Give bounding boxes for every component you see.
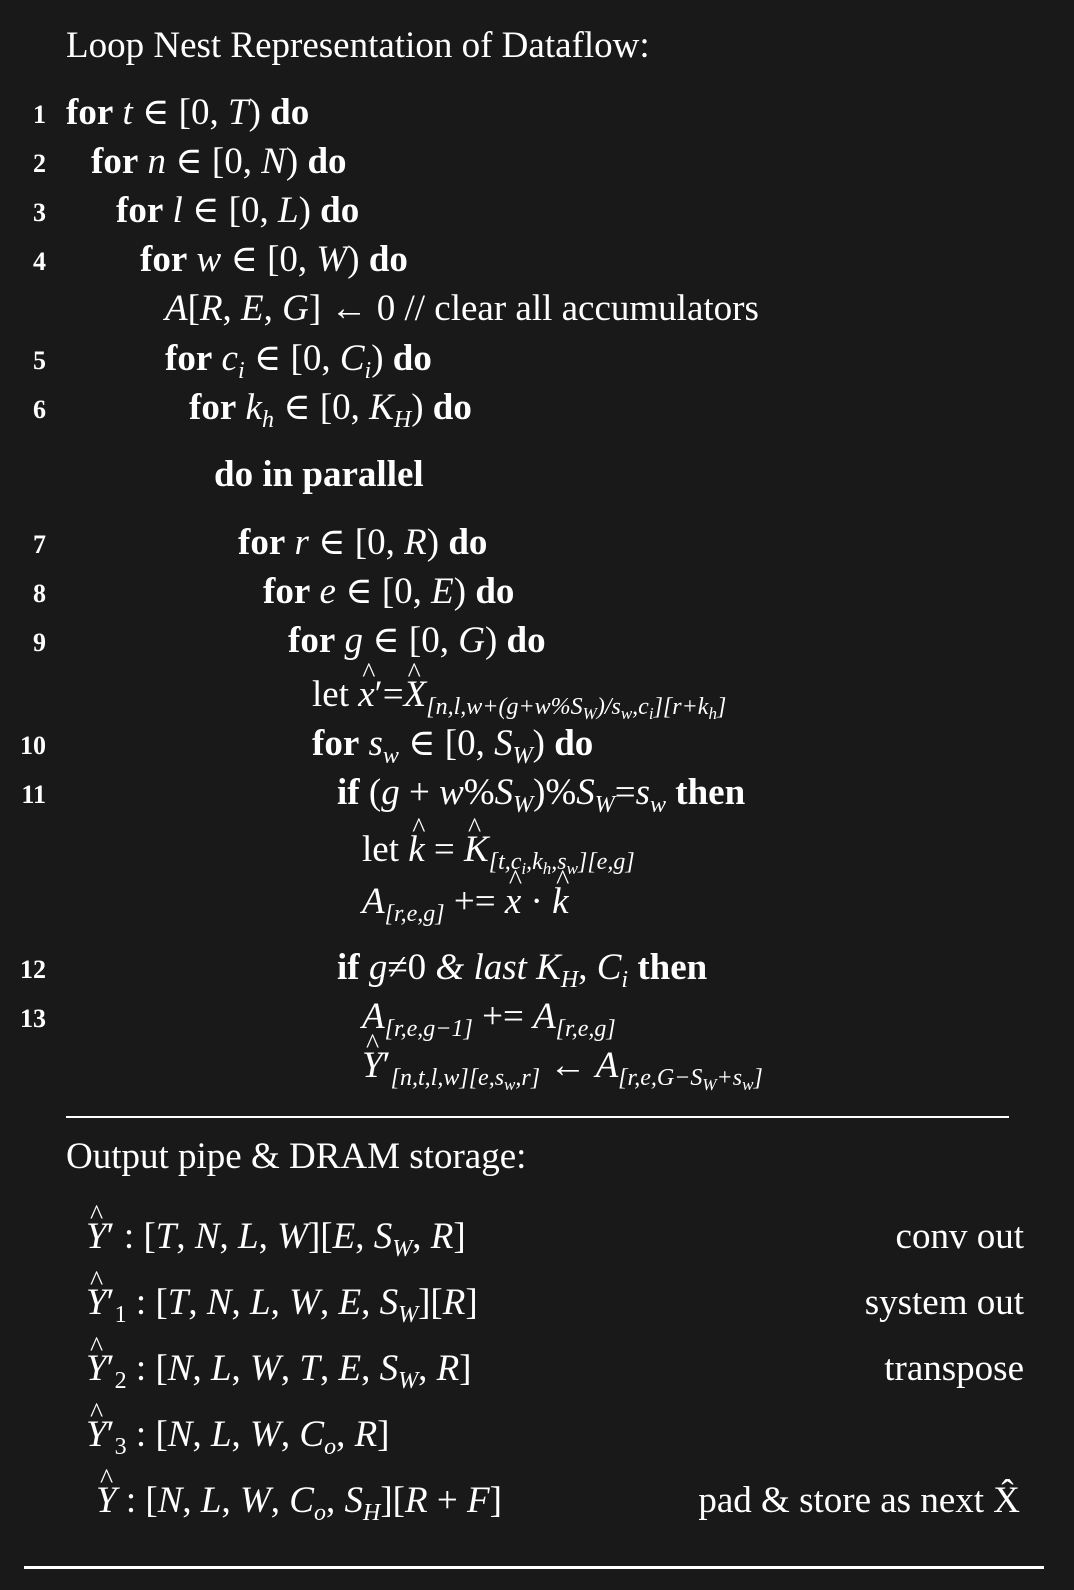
output-row-system: ^ $Y'_1$ : [T, N, L, W, E, $S_W][R]$ bbox=[86, 1284, 478, 1321]
keyword-do: do bbox=[307, 141, 347, 182]
line-number-3: 3 bbox=[33, 198, 46, 227]
keyword-let: let bbox=[362, 829, 399, 870]
let-k-line: let ^ k = ^ $K_{[t,c_i,k_h,s_w][e,g]}$ bbox=[362, 831, 635, 869]
keyword-if: if bbox=[337, 947, 360, 988]
loop-line-10: for $s_w$ ∈ [0, $S_W$) do bbox=[312, 723, 594, 769]
loop-line-4: for w ∈ [0, W) do bbox=[140, 239, 408, 280]
keyword-do: do bbox=[320, 190, 360, 231]
keyword-for: for bbox=[165, 338, 213, 379]
let-x-line: let ^ x′=^ $X_{[n,l,w+(g+w\%S_W)/s_w,c_i][r+k_h]}$ bbox=[312, 676, 726, 714]
loop-line-2: for n ∈ [0, N) do bbox=[91, 141, 347, 182]
output-assign-line: ^ $Y'_{[n,t,l,w][e,s_w,r]}$ ← $A_{[r,e,G-S_W+s_w]}$ bbox=[362, 1047, 763, 1085]
line-number-4: 4 bbox=[33, 247, 46, 276]
reduce-line-13: $A_{[r,e,g-1]} += A_{[r,e,g]}$ bbox=[362, 996, 616, 1042]
output-row-transpose: ^ $Y'_2$ : [N, L, W, T, E, $S_W$, R] bbox=[86, 1350, 472, 1387]
parallel-block-header bbox=[214, 456, 424, 493]
keyword-for: for bbox=[263, 571, 311, 612]
keyword-then: then bbox=[637, 947, 708, 988]
keyword-if: if bbox=[337, 772, 360, 813]
line-number-8: 8 bbox=[33, 579, 46, 608]
keyword-last: last bbox=[473, 947, 527, 988]
line-number-13: 13 bbox=[20, 1004, 46, 1033]
loop-line-5: for $c_i$ ∈ [0, $C_i$) do bbox=[165, 338, 432, 384]
output-label-conv: conv out bbox=[895, 1216, 1024, 1257]
keyword-for: for bbox=[116, 190, 164, 231]
keyword-for: for bbox=[189, 387, 237, 428]
keyword-then: then bbox=[675, 772, 746, 813]
keyword-do: do bbox=[368, 239, 408, 280]
keyword-for: for bbox=[238, 522, 286, 563]
keyword-for: for bbox=[288, 620, 336, 661]
keyword-for: for bbox=[66, 92, 114, 133]
if-line-11: if $(g + w\%S_W)\%S_W=s_w$ then bbox=[337, 772, 746, 818]
keyword-do-in-parallel: do in parallel bbox=[214, 454, 424, 495]
comment-text: // clear all accumulators bbox=[404, 288, 759, 329]
output-heading: Output pipe & DRAM storage: bbox=[66, 1136, 527, 1177]
bottom-rule bbox=[24, 1566, 1044, 1569]
keyword-do: do bbox=[432, 387, 472, 428]
keyword-do: do bbox=[448, 522, 488, 563]
line-number-5: 5 bbox=[33, 346, 46, 375]
output-row-conv: ^ Y′ : [T, N, L, W][E, $S_W$, R] bbox=[86, 1218, 466, 1255]
loop-line-7: for r ∈ [0, R) do bbox=[238, 522, 488, 563]
clear-accumulators-line: A[R, E, G] ← 0 // clear all accumulators bbox=[165, 288, 759, 329]
loop-line-3: for l ∈ [0, L) do bbox=[116, 190, 360, 231]
algorithm-title: Loop Nest Representation of Dataflow: bbox=[66, 25, 650, 66]
output-label-final-text: pad & store as next X̂ bbox=[698, 1480, 1020, 1521]
keyword-for: for bbox=[140, 239, 188, 280]
line-number-9: 9 bbox=[33, 628, 46, 657]
output-label-final bbox=[698, 1482, 1020, 1519]
line-number-12: 12 bbox=[20, 955, 46, 984]
line-number-11: 11 bbox=[21, 780, 46, 809]
output-label-transpose: transpose bbox=[884, 1348, 1024, 1389]
keyword-do: do bbox=[554, 723, 594, 764]
output-label-system: system out bbox=[864, 1282, 1024, 1323]
line-number-1: 1 bbox=[33, 100, 46, 129]
loop-line-9: for g ∈ [0, G) do bbox=[288, 620, 546, 661]
keyword-do: do bbox=[506, 620, 546, 661]
keyword-do: do bbox=[392, 338, 432, 379]
keyword-for: for bbox=[312, 723, 360, 764]
output-row-3: ^ $Y'_3$ : [N, L, W, $C_o$, R] bbox=[86, 1416, 390, 1453]
loop-line-8: for e ∈ [0, E) do bbox=[263, 571, 515, 612]
line-number-2: 2 bbox=[33, 149, 46, 178]
line-number-10: 10 bbox=[20, 731, 46, 760]
section-divider bbox=[66, 1116, 1009, 1118]
output-row-final: ^ Y : [N, L, W, $C_o$, $S_H][R + F]$ bbox=[96, 1482, 502, 1519]
keyword-for: for bbox=[91, 141, 139, 182]
line-number-6: 6 bbox=[33, 395, 46, 424]
keyword-do: do bbox=[270, 92, 310, 133]
if-line-12: if g≠0 & last $K_H$, $C_i$ then bbox=[337, 947, 708, 993]
accumulate-line: $A_{[r,e,g]}$ += ^ x · ^ k bbox=[362, 883, 569, 920]
loop-line-6: for $k_h$ ∈ [0, $K_H$) do bbox=[189, 387, 472, 433]
loop-line-1: for t ∈ [0, T) do bbox=[66, 92, 310, 133]
keyword-do: do bbox=[475, 571, 515, 612]
keyword-let: let bbox=[312, 674, 349, 715]
line-number-7: 7 bbox=[33, 530, 46, 559]
